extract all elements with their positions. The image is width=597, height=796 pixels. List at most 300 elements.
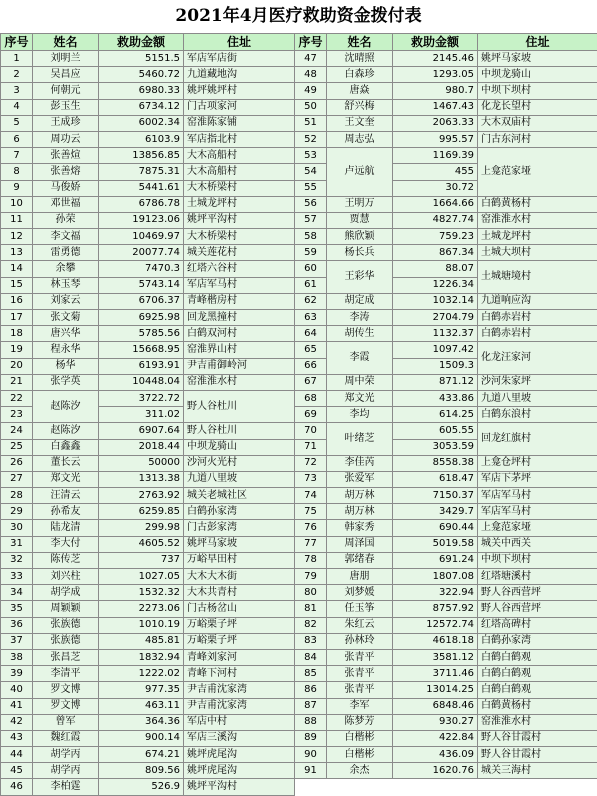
cell-name: 贾慧: [327, 212, 393, 228]
cell-name: 王彩华: [327, 261, 393, 293]
cell-index: 66: [295, 358, 327, 374]
cell-amount: 485.81: [99, 633, 184, 649]
cell-amount: 6193.91: [99, 358, 184, 374]
cell-name: 郑文光: [327, 390, 393, 406]
cell-index: 53: [295, 148, 327, 164]
cell-index: 61: [295, 277, 327, 293]
cell-amount: 5019.58: [393, 536, 478, 552]
cell-amount: 15668.95: [99, 342, 184, 358]
cell-name: 胡学丙: [33, 763, 99, 779]
cell-address: 大木高船村: [184, 164, 295, 180]
cell-name: 王文奎: [327, 115, 393, 131]
cell-amount: 3711.46: [393, 666, 478, 682]
cell-index: 73: [295, 471, 327, 487]
cell-index: 57: [295, 212, 327, 228]
cell-index: 17: [1, 310, 33, 326]
cell-index: 26: [1, 455, 33, 471]
cell-amount: 2704.79: [393, 310, 478, 326]
cell-amount: 6734.12: [99, 99, 184, 115]
cell-amount: 7150.37: [393, 488, 478, 504]
cell-address: 野人谷西营坪: [478, 601, 597, 617]
cell-index: 29: [1, 504, 33, 520]
cell-amount: 3722.72: [99, 390, 184, 406]
cell-name: 杨长兵: [327, 245, 393, 261]
cell-address: 窑淮淮水村: [184, 374, 295, 390]
cell-address: 白鹤孙家湾: [478, 633, 597, 649]
cell-index: 45: [1, 763, 33, 779]
cell-amount: 364.36: [99, 714, 184, 730]
cell-address: 九道响应沟: [478, 293, 597, 309]
cell-name: 李均: [327, 407, 393, 423]
cell-index: 28: [1, 488, 33, 504]
cell-name: 李涛: [327, 310, 393, 326]
cell-index: 23: [1, 407, 33, 423]
cell-amount: 10448.04: [99, 374, 184, 390]
cell-name: 曾军: [33, 714, 99, 730]
cell-index: 52: [295, 131, 327, 147]
table-row: [1, 212, 597, 228]
cell-index: 74: [295, 488, 327, 504]
cell-name: 李军: [327, 698, 393, 714]
cell-name: 张学英: [33, 374, 99, 390]
cell-amount: 1532.32: [99, 585, 184, 601]
cell-address: 万峪栗子坪: [184, 633, 295, 649]
cell-address: 上龛范家垭: [478, 148, 597, 197]
cell-index: 62: [295, 293, 327, 309]
cell-address: 门古东河村: [478, 131, 597, 147]
cell-name: 邓世福: [33, 196, 99, 212]
cell-index: 6: [1, 131, 33, 147]
cell-index: 8: [1, 164, 33, 180]
cell-amount: 50000: [99, 455, 184, 471]
table-row: [1, 374, 597, 390]
cell-name: 熊欣颖: [327, 229, 393, 245]
cell-amount: 3053.59: [393, 439, 478, 455]
header-index: 序号: [295, 34, 327, 51]
cell-address: 门古杨岔山: [184, 601, 295, 617]
cell-name: 胡定成: [327, 293, 393, 309]
cell-address: 大木共青村: [184, 585, 295, 601]
cell-index: 19: [1, 342, 33, 358]
cell-amount: 6848.46: [393, 698, 478, 714]
cell-name: 王成珍: [33, 115, 99, 131]
cell-amount: 690.44: [393, 520, 478, 536]
cell-address: 军店军马村: [478, 504, 597, 520]
cell-index: 58: [295, 229, 327, 245]
cell-address: 白鹤黄杨村: [478, 196, 597, 212]
cell-index: 47: [295, 51, 327, 67]
cell-address: 尹吉甫沈家湾: [184, 698, 295, 714]
cell-name: 董长云: [33, 455, 99, 471]
cell-name: 韩家秀: [327, 520, 393, 536]
cell-index: 46: [1, 779, 33, 795]
cell-address: 白鹤双河村: [184, 326, 295, 342]
cell-amount: 6907.64: [99, 423, 184, 439]
table-row: [1, 601, 597, 617]
cell-address: 窑淮淮水村: [478, 212, 597, 228]
cell-amount: 2763.92: [99, 488, 184, 504]
table-body: [1, 51, 597, 796]
cell-name: 郭绪春: [327, 552, 393, 568]
cell-amount: 995.57: [393, 131, 478, 147]
cell-address: 白鹤孙家湾: [184, 504, 295, 520]
cell-index: 81: [295, 601, 327, 617]
cell-address: 中坝龙骑山: [184, 439, 295, 455]
cell-amount: 322.94: [393, 585, 478, 601]
cell-address: 土城大坝村: [478, 245, 597, 261]
cell-name: 胡万林: [327, 504, 393, 520]
cell-address: 野人谷甘霞村: [478, 730, 597, 746]
cell-index: 75: [295, 504, 327, 520]
cell-amount: 5743.14: [99, 277, 184, 293]
cell-amount: 6925.98: [99, 310, 184, 326]
table-row: [1, 682, 597, 698]
cell-name: 陆龙清: [33, 520, 99, 536]
cell-name: 胡学成: [33, 585, 99, 601]
cell-index: 48: [295, 67, 327, 83]
cell-name: 白鑫鑫: [33, 439, 99, 455]
cell-amount: 867.34: [393, 245, 478, 261]
cell-name: 张青平: [327, 649, 393, 665]
cell-index: 77: [295, 536, 327, 552]
cell-address: 野人谷杜川: [184, 390, 295, 422]
table-row: [1, 617, 597, 633]
cell-amount: 299.98: [99, 520, 184, 536]
table-row: [1, 196, 597, 212]
cell-address: 姚坪平沟村: [184, 779, 295, 795]
cell-address: 城关三海村: [478, 763, 597, 779]
cell-address: 军店中村: [184, 714, 295, 730]
cell-name: 白楷彬: [327, 730, 393, 746]
cell-index: 37: [1, 633, 33, 649]
cell-amount: 2018.44: [99, 439, 184, 455]
cell-address: 大木高船村: [184, 148, 295, 164]
cell-address: 白鹤赤岩村: [478, 310, 597, 326]
header-address: 住址: [478, 34, 597, 51]
table-row: [1, 730, 597, 746]
cell-name: 刘兴柱: [33, 569, 99, 585]
cell-address: 九道八里坡: [478, 390, 597, 406]
cell-name: 张爱军: [327, 471, 393, 487]
cell-address: 沙河火光村: [184, 455, 295, 471]
cell-index: 32: [1, 552, 33, 568]
cell-address: 白鹤白鹤观: [478, 649, 597, 665]
cell-name: 张族德: [33, 633, 99, 649]
cell-amount: 1664.66: [393, 196, 478, 212]
cell-address: 白鹤赤岩村: [478, 326, 597, 342]
cell-address: 尹吉甫沈家湾: [184, 682, 295, 698]
table-row: [1, 390, 597, 406]
cell-address: 回龙黑撞村: [184, 310, 295, 326]
cell-name: 李清平: [33, 666, 99, 682]
cell-address: 窑淮淮水村: [478, 714, 597, 730]
cell-address: 红塔高碑村: [478, 617, 597, 633]
table-row: [1, 763, 597, 779]
cell-index: 44: [1, 747, 33, 763]
cell-index: 27: [1, 471, 33, 487]
cell-amount: 1509.3: [393, 358, 478, 374]
cell-address: 军店军店街: [184, 51, 295, 67]
cell-amount: 691.24: [393, 552, 478, 568]
cell-address: 姚坪姚坪村: [184, 83, 295, 99]
cell-amount: 8757.92: [393, 601, 478, 617]
cell-amount: 8558.38: [393, 455, 478, 471]
cell-name: 周志弘: [327, 131, 393, 147]
cell-name: 李霞: [327, 342, 393, 374]
cell-amount: 1467.43: [393, 99, 478, 115]
cell-index: 88: [295, 714, 327, 730]
cell-address: 城关中西关: [478, 536, 597, 552]
cell-amount: 433.86: [393, 390, 478, 406]
cell-address: 化龙汪家河: [478, 342, 597, 374]
table-row: [1, 714, 597, 730]
table-row: [1, 569, 597, 585]
cell-address: 万峪栗子坪: [184, 617, 295, 633]
cell-amount: 2063.33: [393, 115, 478, 131]
table-row: [1, 148, 597, 164]
cell-amount: 1313.38: [99, 471, 184, 487]
cell-address: 土城龙坪村: [184, 196, 295, 212]
table-row: [1, 423, 597, 439]
cell-name: 胡万林: [327, 488, 393, 504]
cell-address: 九道藏地沟: [184, 67, 295, 83]
cell-index: 15: [1, 277, 33, 293]
cell-amount: 5441.61: [99, 180, 184, 196]
cell-index: 1: [1, 51, 33, 67]
cell-amount: 19123.06: [99, 212, 184, 228]
cell-name: 张文菊: [33, 310, 99, 326]
cell-name: 赵陈汐: [33, 390, 99, 422]
cell-index: 12: [1, 229, 33, 245]
cell-amount: 463.11: [99, 698, 184, 714]
cell-name: 何朝元: [33, 83, 99, 99]
cell-index: 85: [295, 666, 327, 682]
header-name: 姓名: [327, 34, 393, 51]
cell-name: 白森珍: [327, 67, 393, 83]
table-row: [1, 115, 597, 131]
cell-index: 70: [295, 423, 327, 439]
cell-name: 张青平: [327, 682, 393, 698]
cell-index: 24: [1, 423, 33, 439]
cell-index: 22: [1, 390, 33, 406]
cell-index: 72: [295, 455, 327, 471]
cell-amount: 6002.34: [99, 115, 184, 131]
cell-name: 杨华: [33, 358, 99, 374]
cell-name: 沈晴照: [327, 51, 393, 67]
cell-address: 化龙长望村: [478, 99, 597, 115]
cell-amount: 1293.05: [393, 67, 478, 83]
cell-index: 30: [1, 520, 33, 536]
cell-address: 土城龙坪村: [478, 229, 597, 245]
cell-amount: 30.72: [393, 180, 478, 196]
table-row: [1, 99, 597, 115]
cell-name: 林玉琴: [33, 277, 99, 293]
cell-index: 84: [295, 649, 327, 665]
cell-index: 3: [1, 83, 33, 99]
cell-amount: 930.27: [393, 714, 478, 730]
cell-name: 李文福: [33, 229, 99, 245]
cell-index: 67: [295, 374, 327, 390]
cell-name: 郑文光: [33, 471, 99, 487]
cell-address: 白鹤东浪村: [478, 407, 597, 423]
cell-index: 14: [1, 261, 33, 277]
table-row: [1, 51, 597, 67]
cell-amount: 674.21: [99, 747, 184, 763]
cell-amount: 5151.5: [99, 51, 184, 67]
cell-name: 彭玉生: [33, 99, 99, 115]
cell-index: 36: [1, 617, 33, 633]
cell-address: 中坝龙骑山: [478, 67, 597, 83]
cell-amount: 614.25: [393, 407, 478, 423]
cell-index: 55: [295, 180, 327, 196]
cell-amount: 4618.18: [393, 633, 478, 649]
cell-address: 青峰刘家河: [184, 649, 295, 665]
cell-name: 罗文博: [33, 698, 99, 714]
cell-address: 野人谷杜川: [184, 423, 295, 439]
cell-name: 吴昌应: [33, 67, 99, 83]
cell-index: 56: [295, 196, 327, 212]
table-row: [1, 455, 597, 471]
cell-index: 43: [1, 730, 33, 746]
cell-index: 64: [295, 326, 327, 342]
cell-name: 赵陈汐: [33, 423, 99, 439]
table-row: [1, 342, 597, 358]
cell-name: 罗文博: [33, 682, 99, 698]
cell-amount: 900.14: [99, 730, 184, 746]
cell-name: 魏红霞: [33, 730, 99, 746]
cell-amount: 3581.12: [393, 649, 478, 665]
cell-address: 军店军马村: [478, 488, 597, 504]
cell-address: 大木桥梁村: [184, 180, 295, 196]
cell-amount: 1132.37: [393, 326, 478, 342]
cell-name: 白楷彬: [327, 747, 393, 763]
header-amount: 救助金额: [99, 34, 184, 51]
table-row: [1, 293, 597, 309]
cell-amount: 436.09: [393, 747, 478, 763]
cell-address: 大木双庙村: [478, 115, 597, 131]
cell-name: 程永华: [33, 342, 99, 358]
cell-name: 李佳芮: [327, 455, 393, 471]
cell-index: 4: [1, 99, 33, 115]
header-row: [1, 34, 597, 51]
cell-address: 万峪早田村: [184, 552, 295, 568]
cell-address: 白鹤黄杨村: [478, 698, 597, 714]
table-row: [1, 552, 597, 568]
cell-index: 40: [1, 682, 33, 698]
cell-index: 49: [295, 83, 327, 99]
cell-amount: 809.56: [99, 763, 184, 779]
cell-name: 刘明兰: [33, 51, 99, 67]
table-row: [1, 229, 597, 245]
cell-name: 周功云: [33, 131, 99, 147]
header-amount: 救助金额: [393, 34, 478, 51]
cell-address: 尹吉甫御岭河: [184, 358, 295, 374]
cell-name: 王明万: [327, 196, 393, 212]
cell-amount: 6706.37: [99, 293, 184, 309]
cell-amount: 88.07: [393, 261, 478, 277]
cell-name: 朱红云: [327, 617, 393, 633]
cell-amount: 7875.31: [99, 164, 184, 180]
cell-index: 34: [1, 585, 33, 601]
cell-index: 42: [1, 714, 33, 730]
table-row: [1, 67, 597, 83]
cell-address: 沙河朱家坪: [478, 374, 597, 390]
cell-amount: 13014.25: [393, 682, 478, 698]
cell-address: 城关老城社区: [184, 488, 295, 504]
cell-name: 张族德: [33, 617, 99, 633]
cell-index: 41: [1, 698, 33, 714]
table-row: [1, 779, 597, 795]
cell-index: 91: [295, 763, 327, 779]
cell-index: 31: [1, 536, 33, 552]
cell-name: 周中荣: [327, 374, 393, 390]
cell-name: 唐兴华: [33, 326, 99, 342]
cell-address: 窑淮陈家铺: [184, 115, 295, 131]
table-row: [1, 585, 597, 601]
cell-address: 门古项家河: [184, 99, 295, 115]
cell-name: 陈梦芳: [327, 714, 393, 730]
cell-index: 86: [295, 682, 327, 698]
cell-amount: 10469.97: [99, 229, 184, 245]
cell-index: 50: [295, 99, 327, 115]
cell-index: 11: [1, 212, 33, 228]
cell-index: 38: [1, 649, 33, 665]
cell-amount: 605.55: [393, 423, 478, 439]
cell-index: 18: [1, 326, 33, 342]
cell-index: 2: [1, 67, 33, 83]
cell-address: 门古彭家湾: [184, 520, 295, 536]
cell-index: 82: [295, 617, 327, 633]
cell-amount: 1620.76: [393, 763, 478, 779]
cell-address: 上龛范家垭: [478, 520, 597, 536]
cell-amount: 1010.19: [99, 617, 184, 633]
table-row: [1, 488, 597, 504]
cell-amount: 1027.05: [99, 569, 184, 585]
cell-address: 大木大木街: [184, 569, 295, 585]
cell-amount: 1169.39: [393, 148, 478, 164]
cell-amount: 3429.7: [393, 504, 478, 520]
table-row: [1, 131, 597, 147]
cell-index: 7: [1, 148, 33, 164]
cell-amount: 6980.33: [99, 83, 184, 99]
header-index: 序号: [1, 34, 33, 51]
cell-index: 68: [295, 390, 327, 406]
cell-index: 59: [295, 245, 327, 261]
cell-amount: 526.9: [99, 779, 184, 795]
cell-index: 83: [295, 633, 327, 649]
cell-index: 13: [1, 245, 33, 261]
cell-name: 张昌芝: [33, 649, 99, 665]
cell-address: 土城塘境村: [478, 261, 597, 293]
table-row: [1, 747, 597, 763]
cell-amount: 871.12: [393, 374, 478, 390]
table-row: [1, 245, 597, 261]
cell-amount: 4827.74: [393, 212, 478, 228]
cell-address: 军店指北村: [184, 131, 295, 147]
cell-name: 雷勇德: [33, 245, 99, 261]
cell-name: 汪清云: [33, 488, 99, 504]
cell-address: 回龙红旗村: [478, 423, 597, 455]
cell-amount: 1807.08: [393, 569, 478, 585]
cell-name: 唐焱: [327, 83, 393, 99]
cell-index: 71: [295, 439, 327, 455]
cell-index: 79: [295, 569, 327, 585]
cell-name: 胡学丙: [33, 747, 99, 763]
cell-address: 城关莲花村: [184, 245, 295, 261]
cell-name: 刘梦媛: [327, 585, 393, 601]
cell-name: 周颖颖: [33, 601, 99, 617]
cell-name: 张善熔: [33, 164, 99, 180]
